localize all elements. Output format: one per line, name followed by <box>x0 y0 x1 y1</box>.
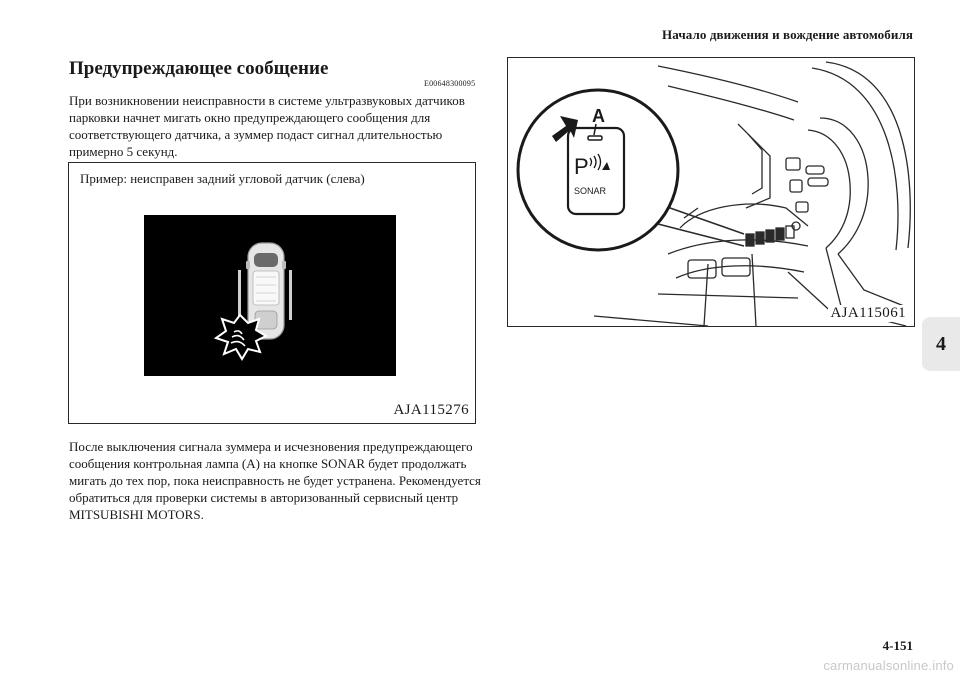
section-title: Предупреждающее сообщение <box>69 58 329 79</box>
page-number: 4-151 <box>882 638 913 653</box>
leader-line-bottom <box>658 224 744 246</box>
sensor-warning-icon <box>216 315 266 359</box>
after-paragraph: После выключения сигнала зуммера и исчезновения предупреждающего сообщения контрольная лампа (A) на кнопке SONAR будет продолжать мигать до тех пор, пока неисправность не будет устранена. Рекомендуется обратиться для проверки системы в авторизованный сервисный центр MITSUBISHI MOTORS. <box>69 439 481 522</box>
parking-display-screen <box>144 215 396 376</box>
label-a: A <box>592 106 605 126</box>
figure-dashboard-code: AJA115061 <box>830 305 906 321</box>
section-code: E00648300095 <box>424 79 476 88</box>
figure-display-code: AJA115276 <box>393 402 469 418</box>
figure-display-warning <box>68 162 476 424</box>
right-guide-bar <box>289 270 292 320</box>
intro-paragraph: При возникновении неисправности в системе ультразвуковых датчиков парковки начнет мигать окно предупреждающего сообщения для соответствующего датчика, а зуммер подаст сигнал длительностью примерно 5 секунд. <box>69 93 465 159</box>
figure-dashboard <box>507 57 915 327</box>
figure-display-caption: Пример: неисправен задний угловой датчик (слева) <box>80 171 365 186</box>
running-header: Начало движения и вождение автомобиля <box>662 27 913 42</box>
parking-display-illustration <box>144 215 396 376</box>
chapter-tab[interactable]: 4 <box>922 317 960 371</box>
button-text-sonar: SONAR <box>574 186 607 196</box>
dashboard-illustration <box>508 58 915 327</box>
watermark: carmanualsonline.info <box>823 658 954 673</box>
button-letter-p: P <box>574 154 589 179</box>
left-guide-bar <box>238 270 241 320</box>
indicator-lamp-a <box>588 136 602 140</box>
